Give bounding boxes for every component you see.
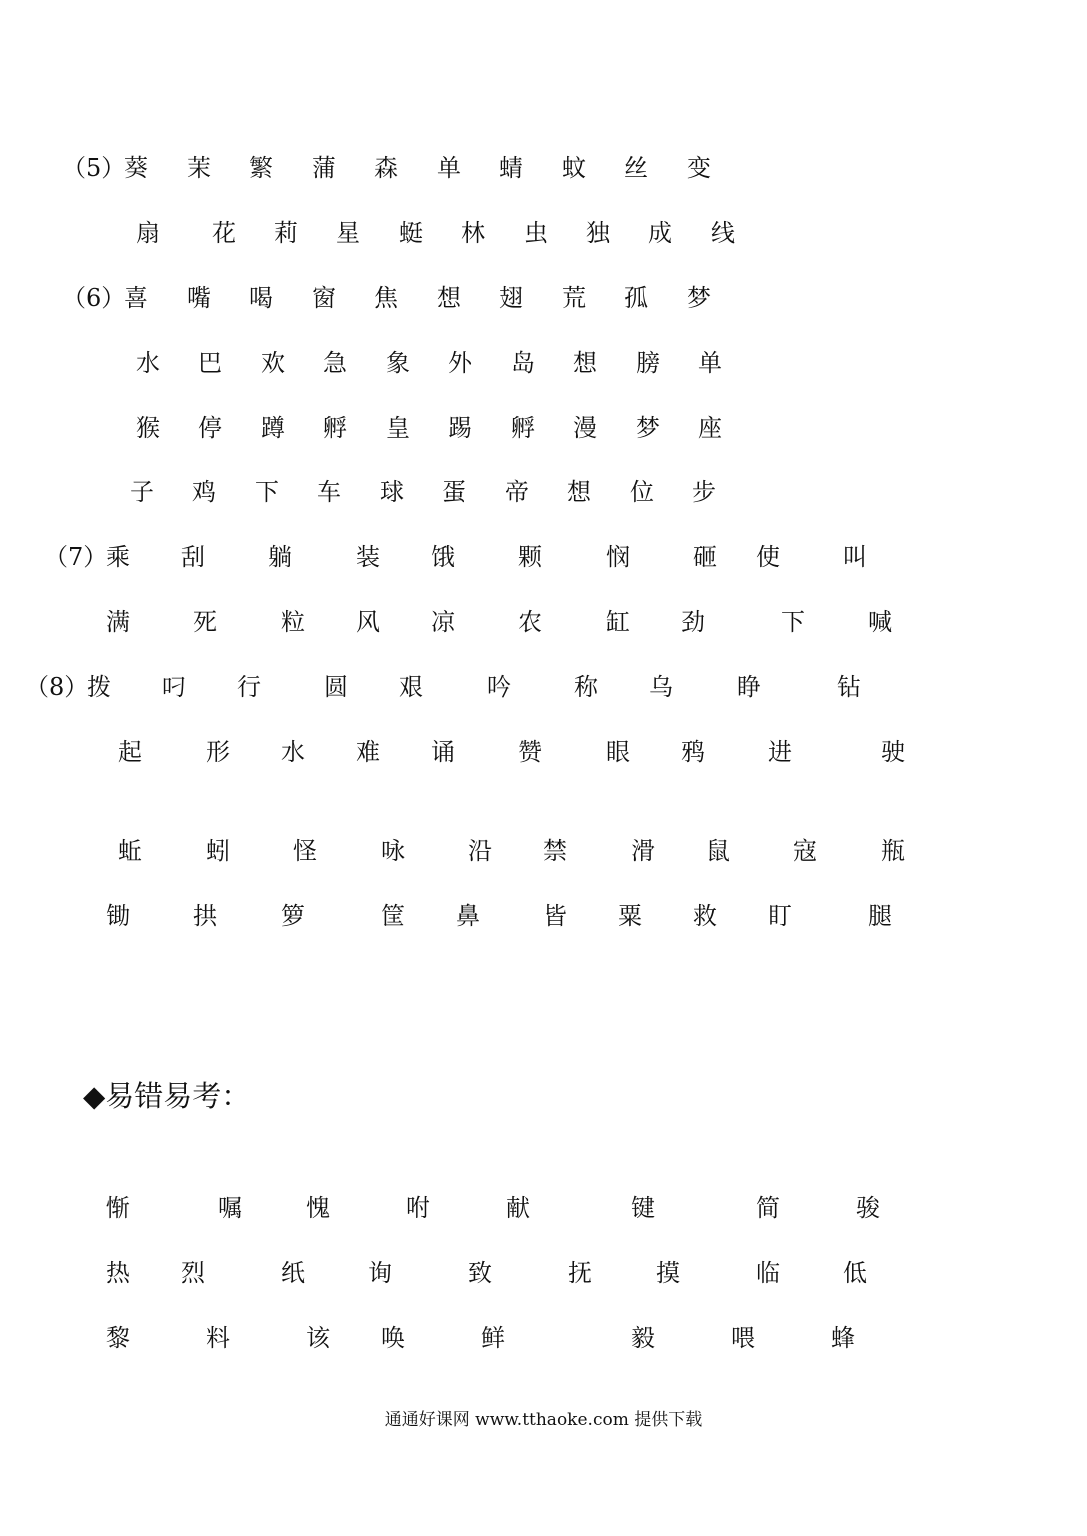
- char: 献: [506, 1194, 530, 1222]
- char: 劲: [681, 608, 705, 636]
- section-8-row-1: [0, 672, 1087, 712]
- char: 急: [323, 349, 347, 377]
- section-7-row-2: [0, 607, 1087, 647]
- char: 饿: [431, 543, 455, 571]
- char: 车: [317, 478, 341, 506]
- char: 睁: [737, 673, 761, 701]
- char: 漫: [573, 414, 597, 442]
- char: 称: [574, 673, 598, 701]
- char: 毅: [631, 1324, 655, 1352]
- char: 嘱: [218, 1194, 242, 1222]
- char: 蜻: [499, 154, 523, 182]
- char: 拱: [193, 902, 217, 930]
- char: 艰: [399, 673, 423, 701]
- char: 孵: [511, 414, 535, 442]
- char: 子: [130, 478, 154, 506]
- section-7-row-1: [0, 542, 1087, 582]
- char: 水: [136, 349, 160, 377]
- char: 寇: [793, 837, 817, 865]
- char: 惭: [106, 1194, 130, 1222]
- char: 盯: [768, 902, 792, 930]
- section-8-row-2: [0, 737, 1087, 777]
- char: 起: [118, 738, 142, 766]
- char: 孵: [323, 414, 347, 442]
- char: 键: [631, 1194, 655, 1222]
- char: 热: [106, 1259, 130, 1287]
- char: 难: [356, 738, 380, 766]
- char: 想: [573, 349, 597, 377]
- char: 象: [386, 349, 410, 377]
- char: 踢: [448, 414, 472, 442]
- char: 嘴: [187, 284, 211, 312]
- error-row-2: [0, 1258, 1087, 1298]
- char: 翅: [499, 284, 523, 312]
- char: 抚: [568, 1259, 592, 1287]
- char: 外: [448, 349, 472, 377]
- char: 扇: [136, 219, 160, 247]
- char: 窗: [312, 284, 336, 312]
- section-label: （8）: [25, 673, 89, 701]
- char: 圆: [324, 673, 348, 701]
- char: 颗: [518, 543, 542, 571]
- char: 孤: [624, 284, 648, 312]
- char: 蛋: [442, 478, 466, 506]
- section-6-row-2: [0, 348, 1087, 388]
- char: 箩: [281, 902, 305, 930]
- char: 鼠: [706, 837, 730, 865]
- char: 装: [356, 543, 380, 571]
- section-label: （5）: [62, 154, 126, 182]
- section-6-row-3: [0, 413, 1087, 453]
- char: 进: [768, 738, 792, 766]
- char: 救: [693, 902, 717, 930]
- char: 农: [518, 608, 542, 636]
- char: 筐: [381, 902, 405, 930]
- char: 下: [781, 608, 805, 636]
- char: 单: [698, 349, 722, 377]
- char: 躺: [268, 543, 292, 571]
- char: 茉: [187, 154, 211, 182]
- char: 简: [756, 1194, 780, 1222]
- char: 低: [843, 1259, 867, 1287]
- char: 粟: [618, 902, 642, 930]
- char: 吟: [487, 673, 511, 701]
- char: 鸦: [681, 738, 705, 766]
- char: 星: [336, 219, 360, 247]
- char: 蚊: [562, 154, 586, 182]
- char: 蹲: [261, 414, 285, 442]
- char: 鼻: [456, 902, 480, 930]
- char: 水: [281, 738, 305, 766]
- char: 猴: [136, 414, 160, 442]
- char: 致: [468, 1259, 492, 1287]
- char: 变: [687, 154, 711, 182]
- char: 驶: [881, 738, 905, 766]
- char: 荒: [562, 284, 586, 312]
- char: 丝: [624, 154, 648, 182]
- char: 蒲: [312, 154, 336, 182]
- char: 鲜: [481, 1324, 505, 1352]
- char: 乌: [649, 673, 673, 701]
- error-row-3: [0, 1323, 1087, 1363]
- char: 纸: [281, 1259, 305, 1287]
- char: 黎: [106, 1324, 130, 1352]
- char: 询: [368, 1259, 392, 1287]
- char: 线: [711, 219, 735, 247]
- char: 怪: [293, 837, 317, 865]
- char: 刮: [181, 543, 205, 571]
- char: 岛: [511, 349, 535, 377]
- char: 砸: [693, 543, 717, 571]
- error-prone-heading: ◆易错易考：: [83, 1079, 251, 1113]
- char: 使: [756, 543, 780, 571]
- char: 沿: [468, 837, 492, 865]
- char: 风: [356, 608, 380, 636]
- char: 咐: [406, 1194, 430, 1222]
- char: 蜂: [831, 1324, 855, 1352]
- char: 成: [648, 219, 672, 247]
- char: 叼: [162, 673, 186, 701]
- char: 死: [193, 608, 217, 636]
- char: 步: [692, 478, 716, 506]
- char: 蜓: [399, 219, 423, 247]
- char: 临: [756, 1259, 780, 1287]
- char: 钻: [837, 673, 861, 701]
- char: 帝: [505, 478, 529, 506]
- section-6-row-1: [0, 283, 1087, 323]
- char: 喂: [731, 1324, 755, 1352]
- char: 喜: [124, 284, 148, 312]
- char: 骏: [856, 1194, 880, 1222]
- char: 叫: [843, 543, 867, 571]
- char: 腿: [868, 902, 892, 930]
- char: 料: [206, 1324, 230, 1352]
- char: 该: [306, 1324, 330, 1352]
- char: 单: [437, 154, 461, 182]
- char: 形: [206, 738, 230, 766]
- char: 座: [698, 414, 722, 442]
- char: 眼: [606, 738, 630, 766]
- char: 皆: [543, 902, 567, 930]
- char: 梦: [687, 284, 711, 312]
- char: 摸: [656, 1259, 680, 1287]
- char: 繁: [249, 154, 273, 182]
- char: 想: [567, 478, 591, 506]
- char: 林: [461, 219, 485, 247]
- char: 凉: [431, 608, 455, 636]
- char: 咏: [381, 837, 405, 865]
- char: 满: [106, 608, 130, 636]
- char: 蚯: [118, 837, 142, 865]
- char: 皇: [386, 414, 410, 442]
- char: 喊: [868, 608, 892, 636]
- char: 独: [586, 219, 610, 247]
- char: 葵: [124, 154, 148, 182]
- footer-download-note: 通通好课网 www.tthaoke.com 提供下载: [384, 1410, 703, 1430]
- char: 行: [237, 673, 261, 701]
- char: 缸: [606, 608, 630, 636]
- char: 滑: [631, 837, 655, 865]
- char: 膀: [636, 349, 660, 377]
- section-5-row-2: [0, 218, 1087, 258]
- char: 想: [437, 284, 461, 312]
- section-8-row-4: [0, 901, 1087, 941]
- char: 禁: [543, 837, 567, 865]
- error-row-1: [0, 1193, 1087, 1233]
- char: 拨: [87, 673, 111, 701]
- char: 莉: [274, 219, 298, 247]
- char: 欢: [261, 349, 285, 377]
- char: 梦: [636, 414, 660, 442]
- char: 下: [255, 478, 279, 506]
- char: 唤: [381, 1324, 405, 1352]
- char: 悯: [606, 543, 630, 571]
- char: 喝: [249, 284, 273, 312]
- section-6-row-4: [0, 477, 1087, 517]
- char: 花: [212, 219, 236, 247]
- char: 烈: [181, 1259, 205, 1287]
- char: 停: [198, 414, 222, 442]
- char: 愧: [306, 1194, 330, 1222]
- char: 诵: [431, 738, 455, 766]
- section-label: （6）: [62, 284, 126, 312]
- char: 粒: [281, 608, 305, 636]
- char: 锄: [106, 902, 130, 930]
- char: 瓶: [881, 837, 905, 865]
- section-8-row-3: [0, 836, 1087, 876]
- char: 巴: [198, 349, 222, 377]
- section-label: （7）: [44, 543, 108, 571]
- char: 乘: [106, 543, 130, 571]
- char: 森: [374, 154, 398, 182]
- char: 蚓: [206, 837, 230, 865]
- char: 赞: [518, 738, 542, 766]
- char: 焦: [374, 284, 398, 312]
- char: 虫: [524, 219, 548, 247]
- char: 位: [630, 478, 654, 506]
- section-5-row-1: [0, 153, 1087, 193]
- char: 鸡: [192, 478, 216, 506]
- char: 球: [380, 478, 404, 506]
